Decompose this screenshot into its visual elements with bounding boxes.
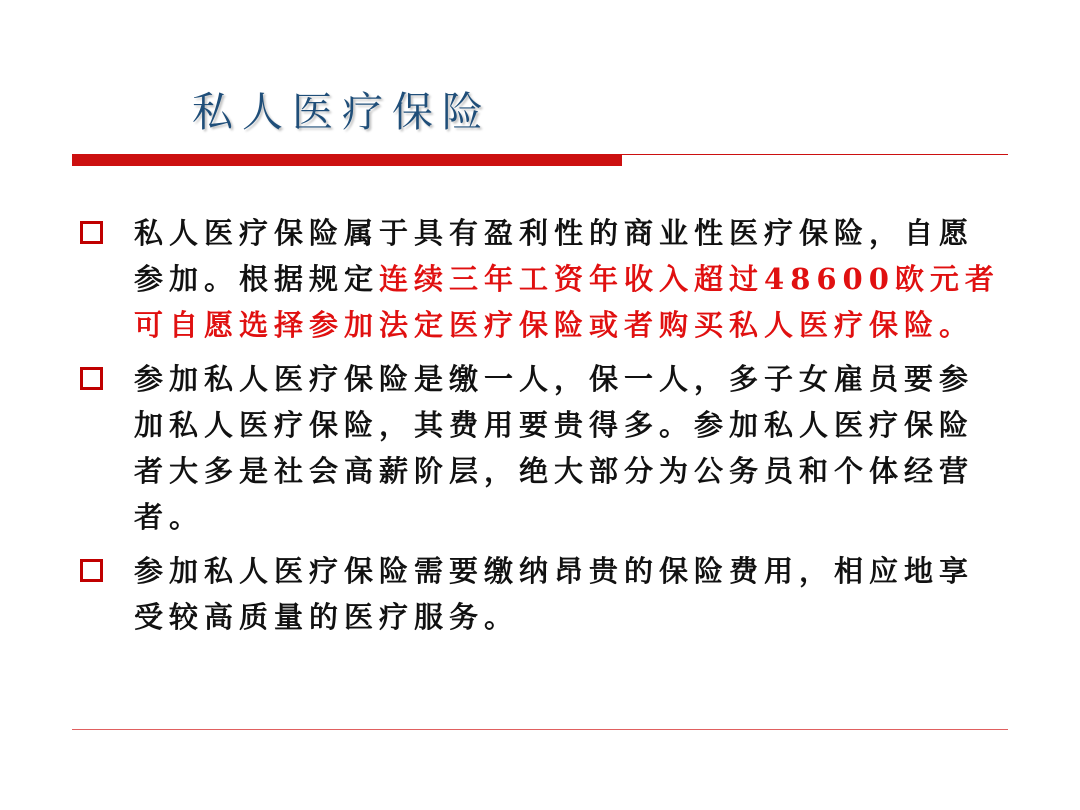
footer-rule (72, 729, 1008, 730)
bullet-text (134, 210, 1000, 348)
bullet-item (80, 548, 1000, 640)
bullet-text-plain: 参加私人医疗保险需要缴纳昂贵的保险费用，相应地享受较高质量的医疗服务。 (134, 554, 975, 634)
bullet-text-plain: 参加私人医疗保险是缴一人，保一人，多子女雇员要参加私人医疗保险，其费用要贵得多。参加私人医疗保险者大多是社会高薪阶层，绝大部分为公务员和个体经营者。 (134, 362, 975, 534)
bullet-text (134, 356, 1000, 540)
slide-title: 私人医疗保险 (192, 88, 492, 136)
checkbox-icon (80, 559, 103, 582)
bullet-text (134, 548, 1000, 640)
checkbox-icon (80, 367, 103, 390)
checkbox-icon (80, 221, 103, 244)
title-underline-thin (622, 154, 1008, 155)
title-underline-thick (72, 154, 622, 166)
bullet-list (80, 210, 1000, 648)
bullet-text-highlight: 连续三年工资年收入超过48600欧元者可自愿选择参加法定医疗保险或者购买私人医疗保险。 (134, 262, 1000, 342)
bullet-text-plain: 私人医疗保险属于具有盈利性的商业性医疗保险，自愿参加。根据规定 (134, 216, 975, 296)
bullet-item (80, 356, 1000, 540)
bullet-item (80, 210, 1000, 348)
